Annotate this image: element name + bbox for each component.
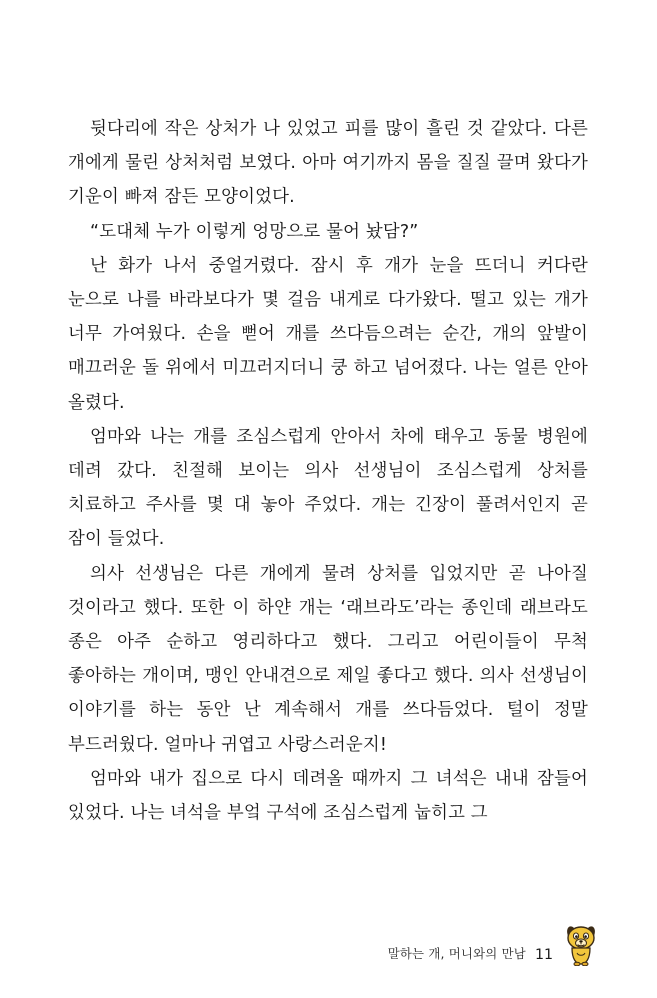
mascot-dog-icon [561, 922, 601, 966]
page-number: 11 [534, 947, 553, 963]
paragraph: 뒷다리에 작은 상처가 나 있었고 피를 많이 흘린 것 같았다. 다른 개에게 물린 상처처럼 보였다. 아마 여기까지 몸을 질질 끌며 왔다가 기운이 빠져 잠든 모양이었다. [68, 119, 588, 208]
body-text [68, 112, 588, 830]
paragraph-quote: “도대체 누가 이렇게 엉망으로 물어 놨담?” [90, 221, 419, 242]
footer-content [388, 922, 601, 966]
paragraph: 의사 선생님은 다른 개에게 물려 상처를 입었지만 곧 나아질 것이라고 했다. 또한 이 하얀 개는 ‘래브라도’라는 종인데 래브라도 종은 아주 순하고 영리하다고 했다. 그리고 어린이들이 무척 좋아하는 개이며, 맹인 안내견으로 제일 좋다고 했다. 의사 선생님이 이야기를 하는 동안 난 계속해서 개를 쓰다듬었다. 털이 정말 부드러웠다. 얼마나 귀엽고 사랑스러운지! [68, 563, 588, 755]
paragraph: 엄마와 내가 집으로 다시 데려올 때까지 그 녀석은 내내 잠들어 있었다. 나는 녀석을 부엌 구석에 조심스럽게 눕히고 그 [68, 768, 588, 824]
paragraph: 난 화가 나서 중얼거렸다. 잠시 후 개가 눈을 뜨더니 커다란 눈으로 나를 바라보다가 몇 걸음 내게로 다가왔다. 떨고 있는 개가 너무 가여웠다. 손을 뻗어 개를 쓰다듬으려는 순간, 개의 앞발이 매끄러운 돌 위에서 미끄러지더니 쿵 하고 넘어졌다. 나는 얼른 안아 올렸다. [68, 255, 588, 413]
paragraph: 엄마와 나는 개를 조심스럽게 안아서 차에 태우고 동물 병원에 데려 갔다. 친절해 보이는 의사 선생님이 조심스럽게 상처를 치료하고 주사를 몇 대 놓아 주었다. 개는 긴장이 풀려서인지 곧 잠이 들었다. [68, 426, 588, 550]
page-footer [0, 916, 657, 963]
running-title: 말하는 개, 머니와의 만남 [387, 946, 526, 961]
